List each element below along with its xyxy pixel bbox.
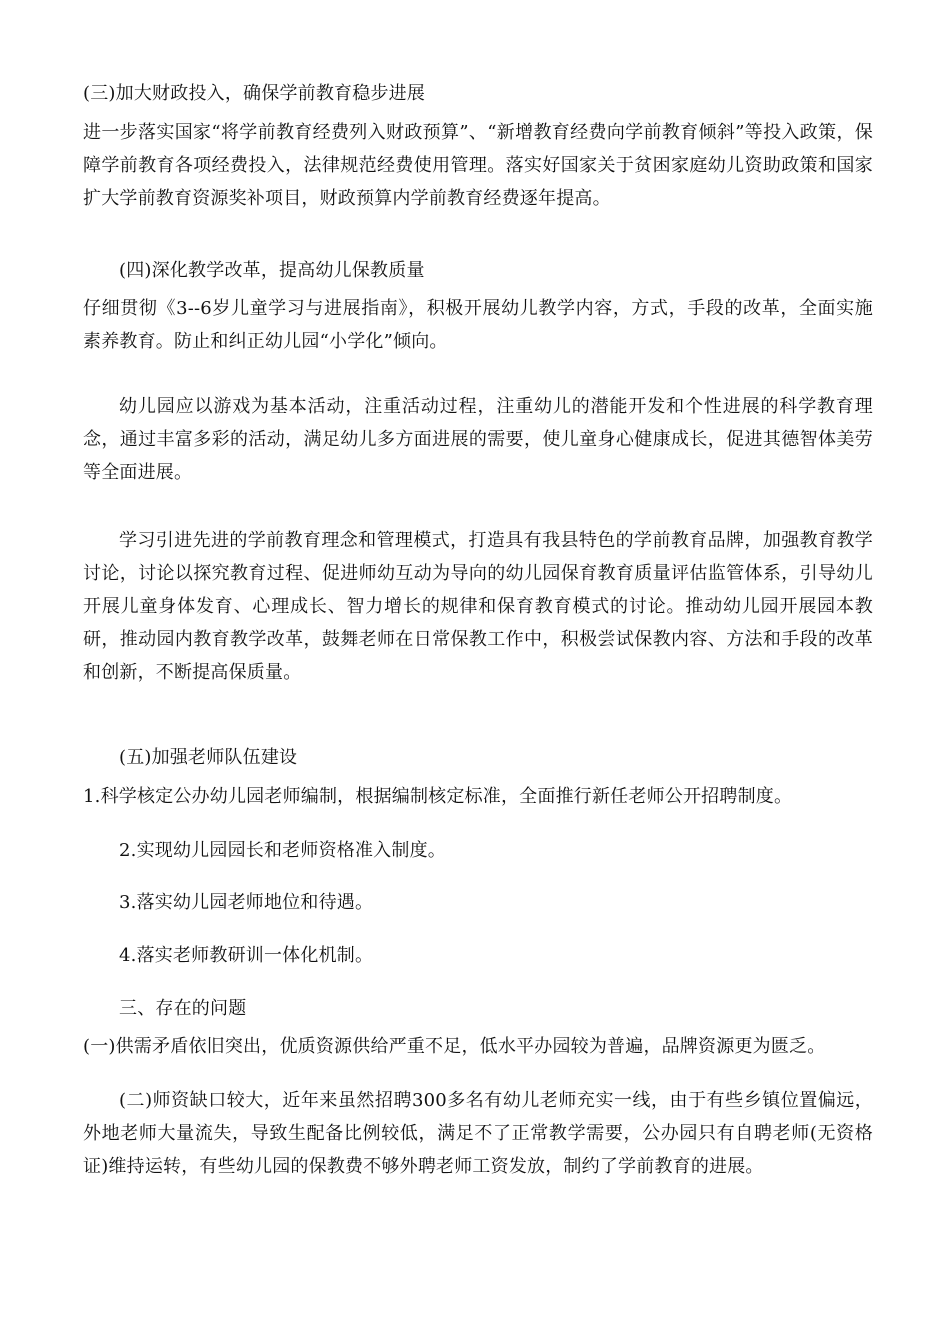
list-item-1: 1.科学核定公办幼儿园老师编制，根据编制核定标准，全面推行新任老师公开招聘制度。 xyxy=(83,786,793,807)
list-item-2: 2.实现幼儿园园长和老师资格准入制度。 xyxy=(119,840,446,861)
paragraph-play: 幼儿园应以游戏为基本活动，注重活动过程，注重幼儿的潜能开发和个性进展的科学教育理念，通过丰富多彩的活动，满足幼儿多方面进展的需要，使儿童身心健康成长，促进其德智体美劳等全面进展。 xyxy=(83,396,873,483)
list-item-4: 4.落实老师教研训一体化机制。 xyxy=(119,945,374,966)
paragraph-guide: 仔细贯彻《3--6岁儿童学习与进展指南》，积极开展幼儿教学内容，方式，手段的改革，全面实施素养教育。防止和纠正幼儿园“小学化”倾向。 xyxy=(83,298,873,352)
problem-2: (二)师资缺口较大，近年来虽然招聘300多名有幼儿老师充实一线，由于有些乡镇位置偏远，外地老师大量流失，导致生配备比例较低，满足不了正常教学需要，公办园只有自聘老师(无资格证)维持运转，有些幼儿园的保教费不够外聘老师工资发放，制约了学前教育的进展。 xyxy=(83,1090,873,1177)
paragraph-research: 学习引进先进的学前教育理念和管理模式，打造具有我县特色的学前教育品牌，加强教育教学讨论，讨论以探究教育过程、促进师幼互动为导向的幼儿园保育教育质量评估监管体系，引导幼儿开展儿童身体发育、心理成长、智力增长的规律和保育教育模式的讨论。推动幼儿园开展园本教研，推动园内教育教学改革，鼓舞老师在日常保教工作中，积极尝试保教内容、方法和手段的改革和创新，不断提高保质量。 xyxy=(83,530,873,683)
section-heading-4: (四)深化教学改革，提高幼儿保教质量 xyxy=(119,260,425,281)
section-heading-5: (五)加强老师队伍建设 xyxy=(119,747,298,768)
section-heading-problems: 三、存在的问题 xyxy=(119,998,247,1019)
list-item-3: 3.落实幼儿园老师地位和待遇。 xyxy=(119,892,374,913)
problem-1: (一)供需矛盾依旧突出，优质资源供给严重不足，低水平办园较为普遍，品牌资源更为匮乏。 xyxy=(83,1036,826,1057)
paragraph-funding: 进一步落实国家“将学前教育经费列入财政预算”、“新增教育经费向学前教育倾斜”等投入政策，保障学前教育各项经费投入，法律规范经费使用管理。落实好国家关于贫困家庭幼儿资助政策和国家扩大学前教育资源奖补项目，财政预算内学前教育经费逐年提高。 xyxy=(83,122,873,209)
section-heading-3: (三)加大财政投入，确保学前教育稳步进展 xyxy=(83,83,426,104)
